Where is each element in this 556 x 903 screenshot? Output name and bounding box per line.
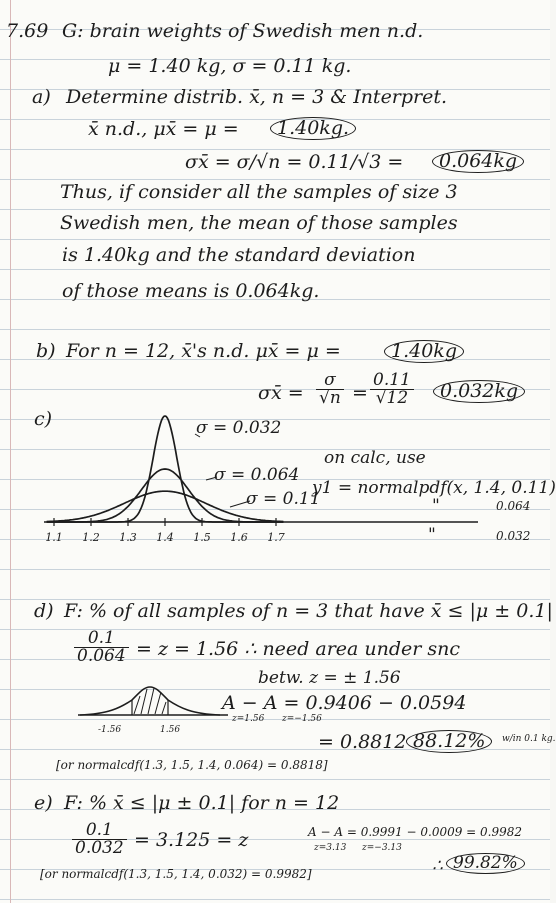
part-d-within-note: w/in 0.1 kg. [502, 734, 556, 744]
part-d-sub-2: z=−1.56 [282, 714, 322, 724]
part-e-z-num: 0.1 [72, 822, 127, 840]
part-d-task: F: % of all samples of n = 3 that have x̄ ≤ |μ ± 0.1| [64, 600, 553, 622]
snc-right-bound: 1.56 [160, 725, 181, 735]
part-a-mean-line: x̄ n.d., μx̄ = μ = [88, 118, 239, 140]
part-d-z-num: 0.1 [74, 630, 129, 648]
part-e-area-expression: A − A = 0.9991 − 0.0009 = 0.9982 [308, 825, 523, 839]
ditto-mark-2: " [428, 525, 436, 545]
part-e-therefore: ∴ [432, 856, 443, 876]
part-d-area-expression: A − A = 0.9406 − 0.0594 [222, 692, 467, 714]
part-c-label: c) [34, 408, 53, 430]
part-e-calc-check: [or normalcdf(1.3, 1.5, 1.4, 0.032) = 0.9982] [40, 867, 312, 881]
part-b-sd-fraction-1 [316, 372, 344, 407]
part-d-z-den: 0.064 [77, 646, 126, 666]
part-a-interp-line-4: of those means is 0.064kg. [62, 280, 320, 302]
x-tick-label: 1.2 [82, 531, 100, 544]
calc-note-1: on calc, use [324, 448, 426, 468]
alt-sd-0064: 0.064 [496, 499, 531, 513]
part-b-sd-fraction-2 [370, 372, 414, 407]
part-e-z-equation: = 3.125 = z [134, 829, 249, 851]
part-e-sub-1: z=3.13 [314, 843, 347, 853]
snc-left-bound: -1.56 [98, 725, 122, 735]
x-tick-label: 1.6 [230, 531, 248, 544]
x-tick-label: 1.3 [119, 531, 137, 544]
part-e-task: F: % x̄ ≤ |μ ± 0.1| for n = 12 [64, 792, 340, 814]
part-d-z-equation: = z = 1.56 ∴ need area under snc [136, 638, 461, 660]
part-e-z-den: 0.032 [75, 838, 124, 858]
part-a-label: a) [32, 86, 51, 108]
part-d-between: betw. z = ± 1.56 [258, 668, 401, 688]
part-d-result: = 0.8812 [318, 731, 407, 753]
part-e-sub-2: z=−3.13 [362, 843, 402, 853]
part-a-sd-answer: 0.064kg [432, 150, 524, 173]
sigma-label-011: σ = 0.11 [246, 489, 321, 509]
part-b-sd-answer: 0.032kg [433, 380, 525, 403]
part-a-task: Determine distrib. x̄, n = 3 & Interpret. [66, 86, 448, 108]
x-tick-label: 1.7 [267, 531, 285, 544]
part-b-label: b) [36, 340, 56, 362]
snc-curve [80, 687, 220, 715]
part-b-sd-den-2: √12 [375, 388, 409, 408]
part-d-z-fraction [74, 630, 129, 665]
x-tick-label: 1.4 [156, 531, 174, 544]
part-e-z-fraction [72, 822, 127, 857]
part-a-interp-line-1: Thus, if consider all the samples of size 3 [60, 181, 458, 203]
part-a-sd-line: σx̄ = σ/√n = 0.11/√3 = [185, 151, 404, 173]
given-statement: G: brain weights of Swedish men n.d. [62, 20, 424, 42]
given-parameters: μ = 1.40 kg, σ = 0.11 kg. [108, 55, 352, 77]
problem-number: 7.69 [6, 20, 49, 42]
part-b-equals: = [352, 382, 368, 404]
part-b-mean-answer: 1.40kg [384, 340, 464, 363]
part-b-line: For n = 12, x̄'s n.d. μx̄ = μ = [66, 340, 341, 362]
snc-sketch [78, 678, 238, 728]
part-b-sd-lhs: σx̄ = [258, 382, 304, 404]
part-a-interp-line-3: is 1.40kg and the standard deviation [62, 244, 416, 266]
part-d-sub-1: z=1.56 [232, 714, 265, 724]
part-e-result-percent: 99.82% [446, 853, 525, 874]
x-tick-label: 1.5 [193, 531, 211, 544]
sigma-label-0064: σ = 0.064 [214, 465, 300, 485]
part-a-mean-answer: 1.40kg. [270, 117, 356, 140]
part-b-sd-den-1: √n [319, 388, 341, 408]
sigma-label-0032: σ = 0.032 [196, 418, 282, 438]
part-a-interp-line-2: Swedish men, the mean of those samples [60, 212, 458, 234]
part-d-calc-check: [or normalcdf(1.3, 1.5, 1.4, 0.064) = 0.8818] [56, 758, 328, 772]
part-d-result-percent: 88.12% [406, 730, 492, 753]
part-b-sd-num-1: σ [316, 372, 344, 390]
part-b-sd-num-2: 0.11 [370, 372, 414, 390]
x-tick-label: 1.1 [45, 531, 63, 544]
part-d-label: d) [34, 600, 54, 622]
part-e-label: e) [34, 792, 53, 814]
ditto-mark-1: " [432, 496, 440, 516]
alt-sd-0032: 0.032 [496, 529, 531, 543]
calc-note-2: y1 = normalpdf(x, 1.4, 0.11) [312, 478, 556, 498]
